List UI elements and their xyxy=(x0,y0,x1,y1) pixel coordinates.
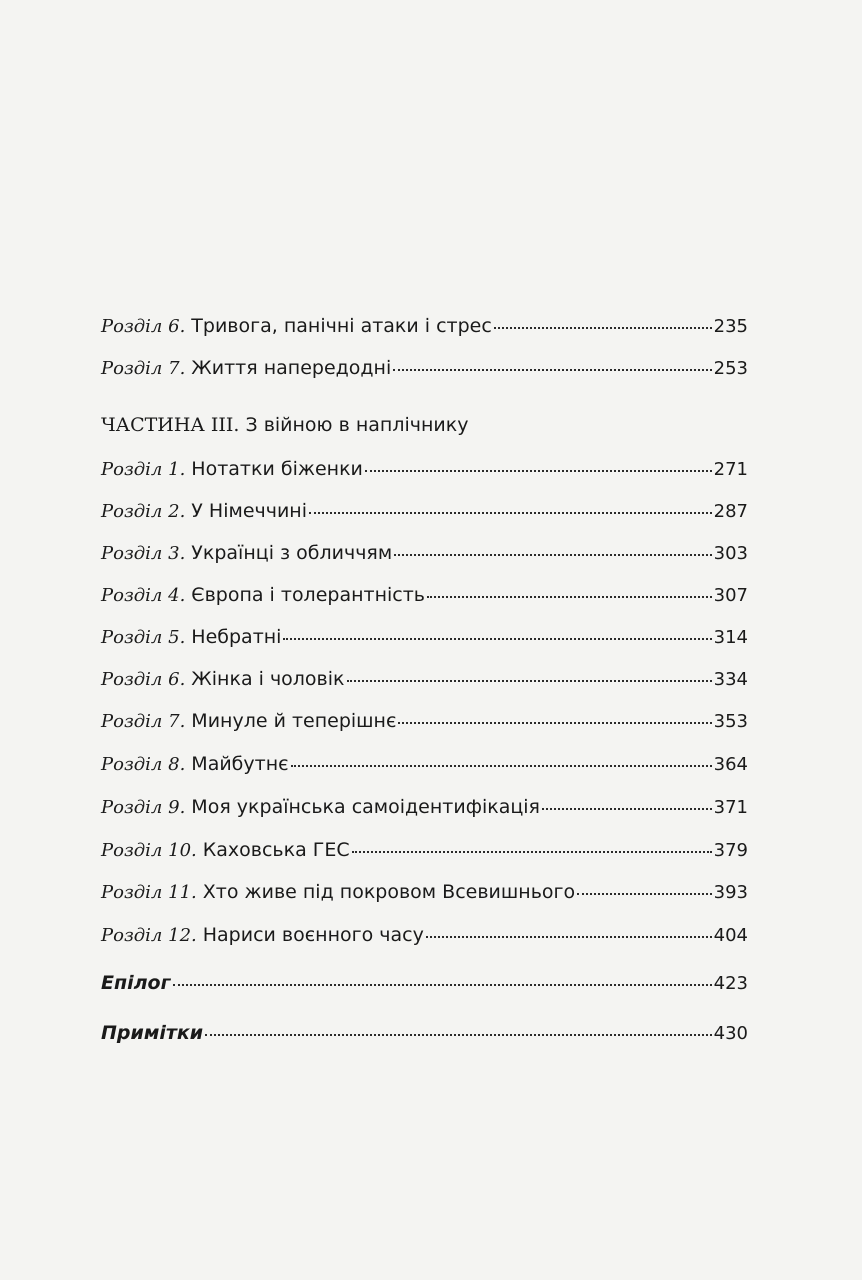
notes-title: Примітки xyxy=(101,1022,204,1044)
toc-entry xyxy=(101,666,748,693)
chapter-title: Життя напередодні xyxy=(191,357,392,379)
part-label: ЧАСТИНА III. xyxy=(101,414,240,436)
chapter-title: Європа і толерантність xyxy=(191,584,426,606)
chapter-prefix: Розділ 1. xyxy=(101,459,186,480)
dot-leader xyxy=(347,680,712,682)
page-number: 371 xyxy=(713,797,748,818)
toc-entry xyxy=(101,582,748,609)
chapter-title: Небратні xyxy=(191,626,282,648)
dot-leader xyxy=(205,1034,712,1036)
page-number: 287 xyxy=(713,501,748,522)
chapter-title: Майбутнє xyxy=(191,753,289,775)
page-number: 303 xyxy=(713,543,748,564)
toc-entry xyxy=(101,624,748,651)
toc-entry xyxy=(101,355,748,382)
page-number: 307 xyxy=(713,585,748,606)
toc-entry xyxy=(101,922,748,949)
page-number: 430 xyxy=(713,1023,748,1044)
chapter-prefix: Розділ 5. xyxy=(101,627,186,648)
dot-leader xyxy=(426,936,712,938)
page-number: 334 xyxy=(713,669,748,690)
page-number: 235 xyxy=(713,316,748,337)
chapter-prefix: Розділ 3. xyxy=(101,543,186,564)
page-number: 253 xyxy=(713,358,748,379)
dot-leader xyxy=(291,765,712,767)
dot-leader xyxy=(309,512,712,514)
chapter-title: У Німеччині xyxy=(191,500,308,522)
toc-entry xyxy=(101,751,748,778)
chapter-prefix: Розділ 11. xyxy=(101,882,197,903)
toc-entry xyxy=(101,313,748,340)
page-number: 379 xyxy=(713,840,748,861)
part-heading xyxy=(101,412,468,438)
page-number: 314 xyxy=(713,627,748,648)
toc-entry xyxy=(101,498,748,525)
chapter-title: Жінка і чоловік xyxy=(191,668,345,690)
toc-entry xyxy=(101,708,748,735)
dot-leader xyxy=(398,722,711,724)
epilogue-title: Епілог xyxy=(101,972,171,994)
chapter-prefix: Розділ 6. xyxy=(101,316,186,337)
chapter-title: Хто живе під покровом Всевишнього xyxy=(202,881,576,903)
chapter-prefix: Розділ 2. xyxy=(101,501,186,522)
dot-leader xyxy=(352,851,712,853)
chapter-title: Моя українська самоідентифікація xyxy=(191,796,540,818)
chapter-prefix: Розділ 4. xyxy=(101,585,186,606)
page-number: 271 xyxy=(713,459,748,480)
chapter-prefix: Розділ 10. xyxy=(101,840,197,861)
toc-entry-epilogue xyxy=(101,970,748,997)
page-number: 393 xyxy=(713,882,748,903)
chapter-title: Тривога, панічні атаки і стрес xyxy=(191,315,492,337)
chapter-prefix: Розділ 8. xyxy=(101,754,186,775)
dot-leader xyxy=(394,554,711,556)
toc-entry xyxy=(101,879,748,906)
chapter-prefix: Розділ 7. xyxy=(101,711,186,732)
chapter-title: Минуле й теперішнє xyxy=(191,710,397,732)
dot-leader xyxy=(494,327,712,329)
dot-leader xyxy=(393,369,711,371)
dot-leader xyxy=(173,984,712,986)
chapter-title: Каховська ГЕС xyxy=(202,839,350,861)
chapter-prefix: Розділ 7. xyxy=(101,358,186,379)
page-number: 353 xyxy=(713,711,748,732)
page-number: 364 xyxy=(713,754,748,775)
toc-entry xyxy=(101,456,748,483)
dot-leader xyxy=(283,638,711,640)
chapter-prefix: Розділ 6. xyxy=(101,669,186,690)
toc-entry xyxy=(101,794,748,821)
dot-leader xyxy=(427,596,712,598)
dot-leader xyxy=(365,470,712,472)
toc-entry-notes xyxy=(101,1020,748,1047)
part-title: З війною в наплічнику xyxy=(245,414,469,436)
chapter-title: Українці з обличчям xyxy=(191,542,393,564)
chapter-prefix: Розділ 9. xyxy=(101,797,186,818)
toc-entry xyxy=(101,837,748,864)
page-number: 404 xyxy=(713,925,748,946)
chapter-title: Нариси воєнного часу xyxy=(202,924,424,946)
dot-leader xyxy=(577,893,712,895)
chapter-prefix: Розділ 12. xyxy=(101,925,197,946)
toc-entry xyxy=(101,540,748,567)
dot-leader xyxy=(542,808,712,810)
page-number: 423 xyxy=(713,973,748,994)
chapter-title: Нотатки біженки xyxy=(191,458,363,480)
